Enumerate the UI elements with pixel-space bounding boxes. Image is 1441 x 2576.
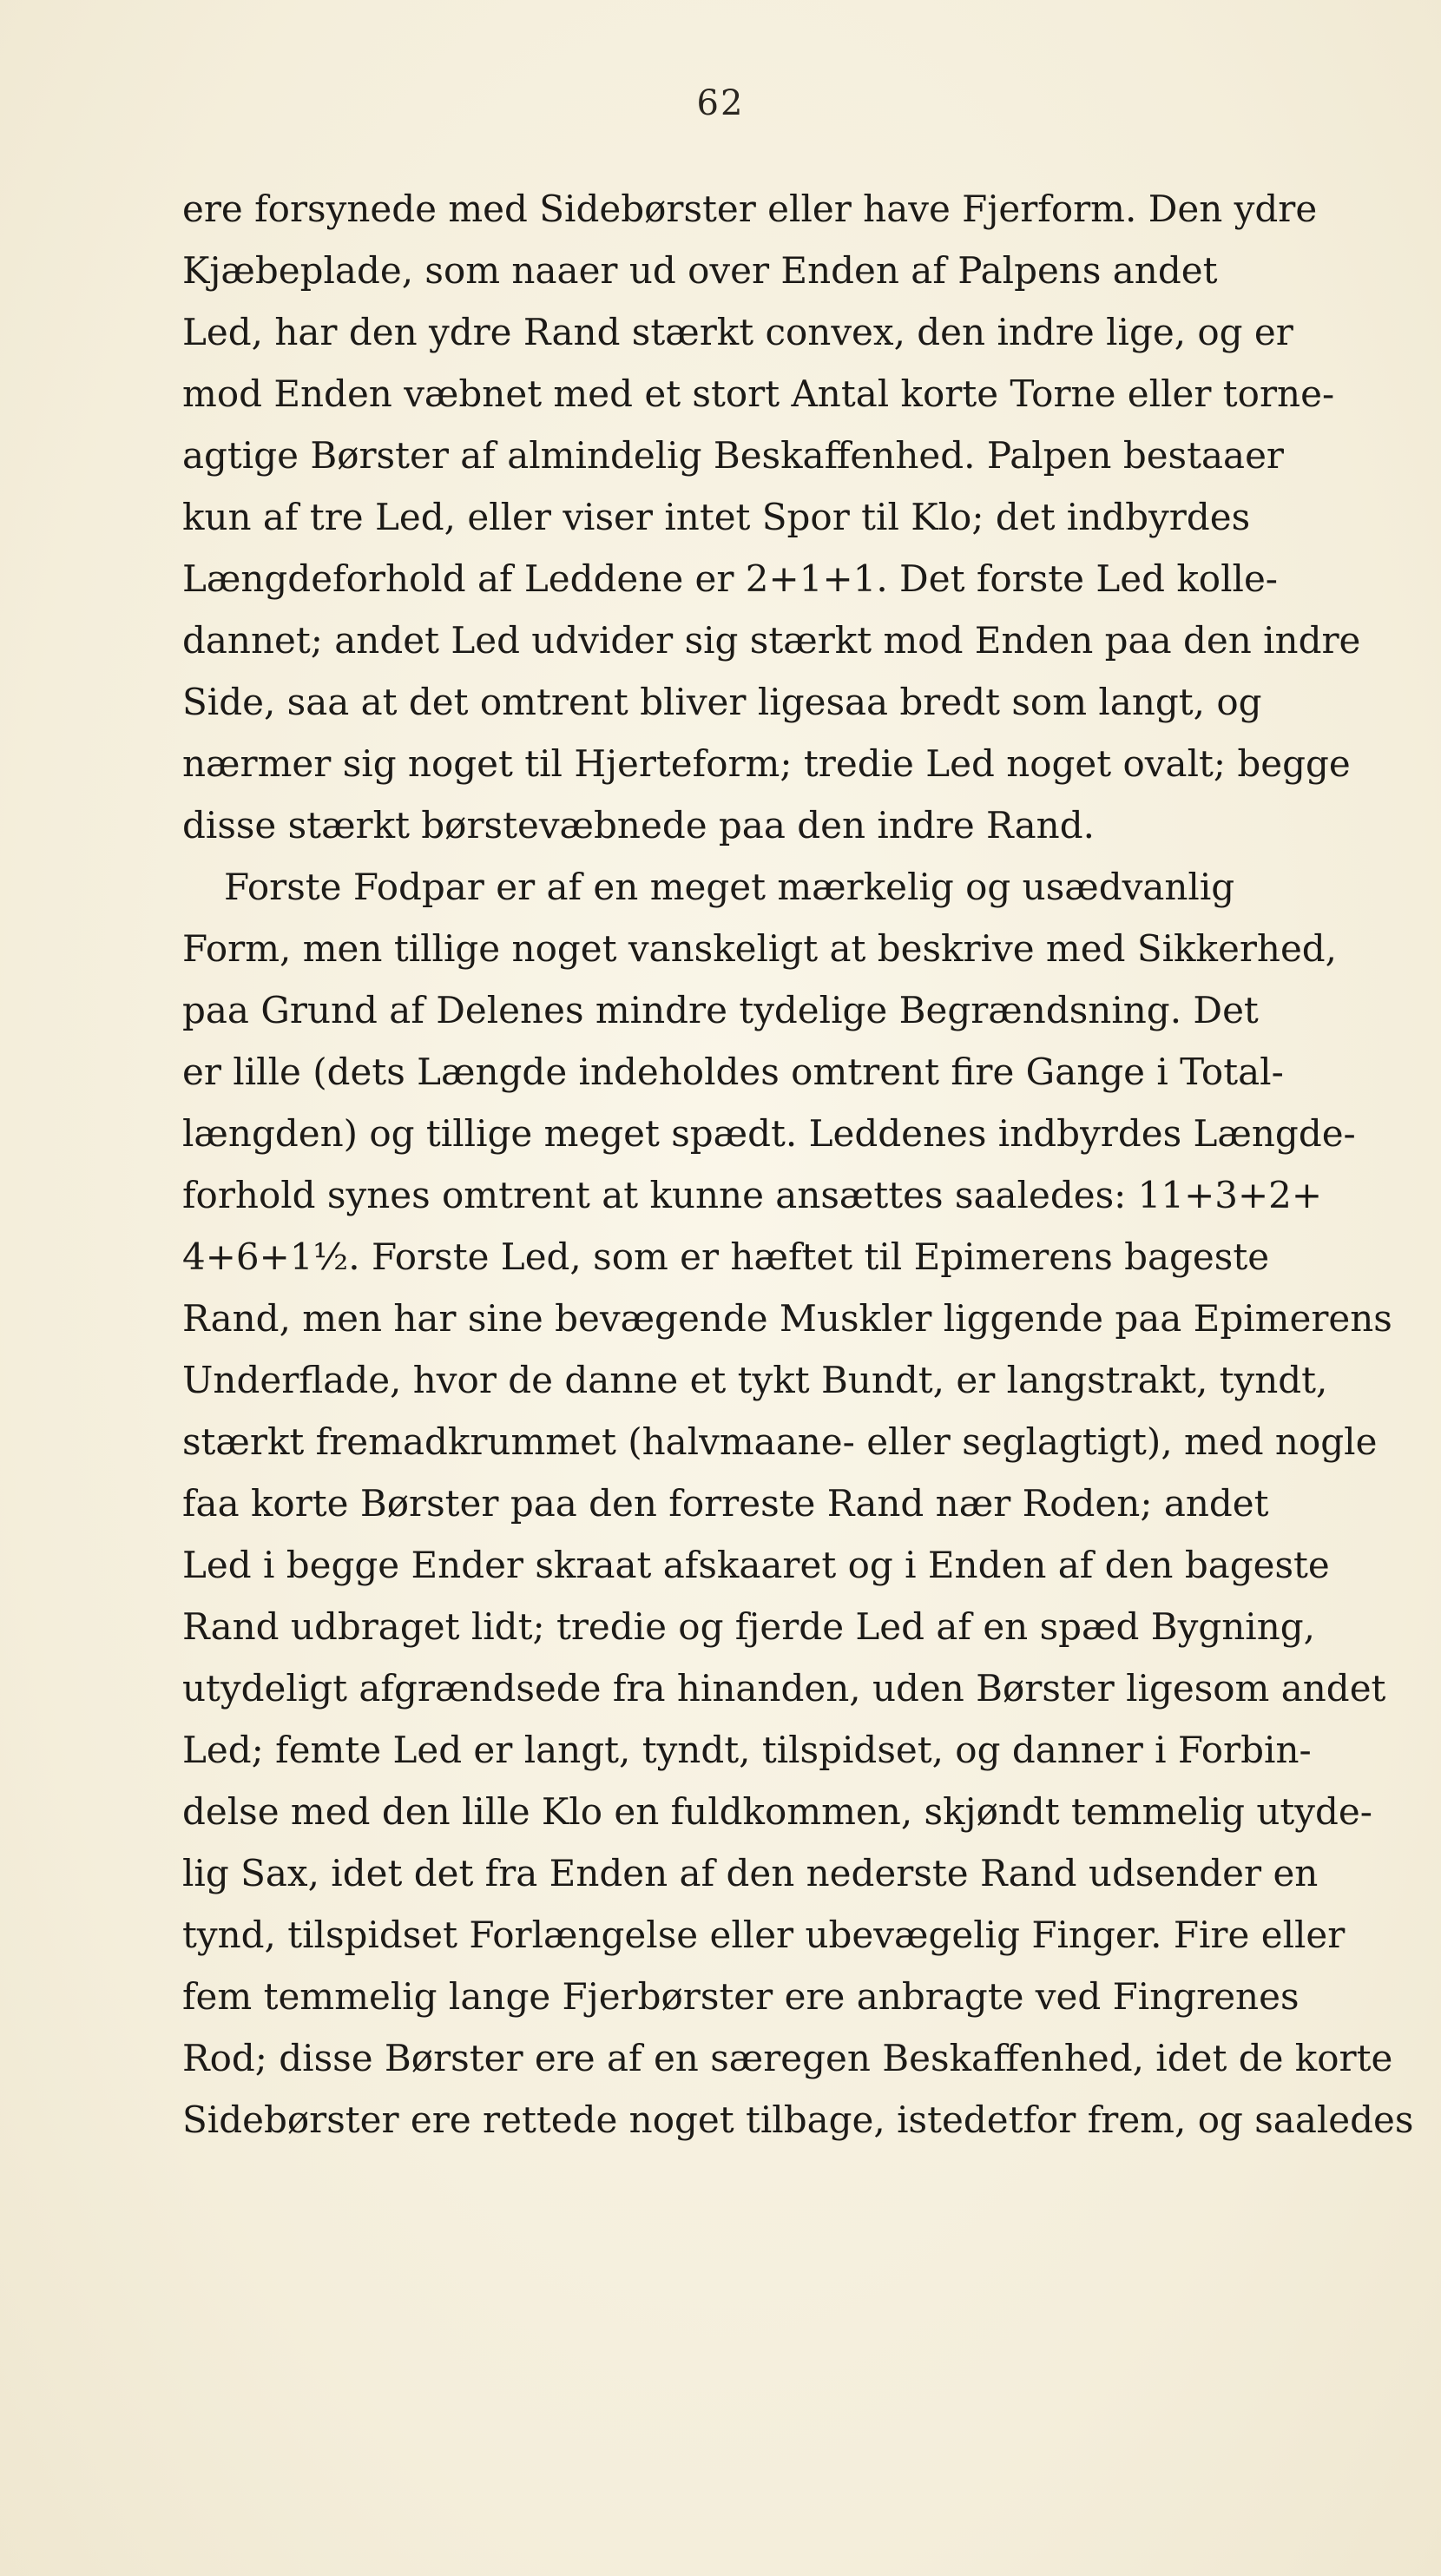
text-line: længden) og tillige meget spædt. Leddenes indbyrdes Længde- (182, 1112, 1356, 1155)
text-line: utydeligt afgrændsede fra hinanden, uden Børster ligesom andet (182, 1667, 1386, 1710)
body-text (182, 178, 1414, 2151)
text-line: faa korte Børster paa den forreste Rand nær Roden; andet (182, 1482, 1269, 1525)
text-line: Rod; disse Børster ere af en særegen Beskaffenhed, idet de korte (182, 2037, 1393, 2079)
text-line: Led; femte Led er langt, tyndt, tilspidset, og danner i Forbin- (182, 1729, 1312, 1771)
text-line: mod Enden væbnet med et stort Antal korte Torne eller torne- (182, 372, 1335, 415)
text-line: lig Sax, idet det fra Enden af den nederste Rand udsender en (182, 1852, 1319, 1894)
text-line: dannet; andet Led udvider sig stærkt mod Enden paa den indre (182, 619, 1361, 662)
text-line: Sidebørster ere rettede noget tilbage, istedetfor frem, og saaledes (182, 2098, 1414, 2141)
text-line: Led, har den ydre Rand stærkt convex, den indre lige, og er (182, 311, 1293, 353)
text-line: ere forsynede med Sidebørster eller have Fjerform. Den ydre (182, 188, 1318, 230)
text-line: er lille (dets Længde indeholdes omtrent fire Gange i Total- (182, 1051, 1284, 1093)
text-line: Form, men tillige noget vanskeligt at beskrive med Sikkerhed, (182, 927, 1338, 970)
text-line: nærmer sig noget til Hjerteform; tredie Led noget ovalt; begge (182, 742, 1351, 785)
text-line: Forste Fodpar er af en meget mærkelig og usædvanlig (224, 866, 1235, 908)
text-line: Rand udbraget lidt; tredie og fjerde Led af en spæd Bygning, (182, 1605, 1315, 1648)
text-line: Rand, men har sine bevægende Muskler liggende paa Epimerens (182, 1297, 1392, 1340)
text-line: tynd, tilspidset Forlængelse eller ubevægelig Finger. Fire eller (182, 1914, 1346, 1956)
text-line: Længdeforhold af Leddene er 2+1+1. Det forste Led kolle- (182, 557, 1278, 600)
text-line: Underflade, hvor de danne et tykt Bundt, er langstrakt, tyndt, (182, 1359, 1328, 1401)
text-line: stærkt fremadkrummet (halvmaane- eller seglagtigt), med nogle (182, 1420, 1378, 1463)
text-line: Kjæbeplade, som naaer ud over Enden af Palpens andet (182, 249, 1218, 292)
text-line: disse stærkt børstevæbnede paa den indre Rand. (182, 804, 1095, 847)
text-line: agtige Børster af almindelig Beskaffenhed. Palpen bestaaer (182, 434, 1285, 477)
text-line: Led i begge Ender skraat afskaaret og i Enden af den bageste (182, 1544, 1330, 1586)
text-line: fem temmelig lange Fjerbørster ere anbragte ved Fingrenes (182, 1975, 1300, 2018)
text-line: forhold synes omtrent at kunne ansættes saaledes: 11+3+2+ (182, 1174, 1323, 1216)
text-line: 4+6+1½. Forste Led, som er hæftet til Epimerens bageste (182, 1235, 1270, 1278)
text-line: Side, saa at det omtrent bliver ligesaa bredt som langt, og (182, 681, 1262, 723)
text-line: paa Grund af Delenes mindre tydelige Begrændsning. Det (182, 989, 1259, 1031)
text-line: kun af tre Led, eller viser intet Spor til Klo; det indbyrdes (182, 496, 1251, 538)
text-line: delse med den lille Klo en fuldkommen, skjøndt temmelig utyde- (182, 1790, 1372, 1833)
page-number: 62 (696, 83, 745, 123)
